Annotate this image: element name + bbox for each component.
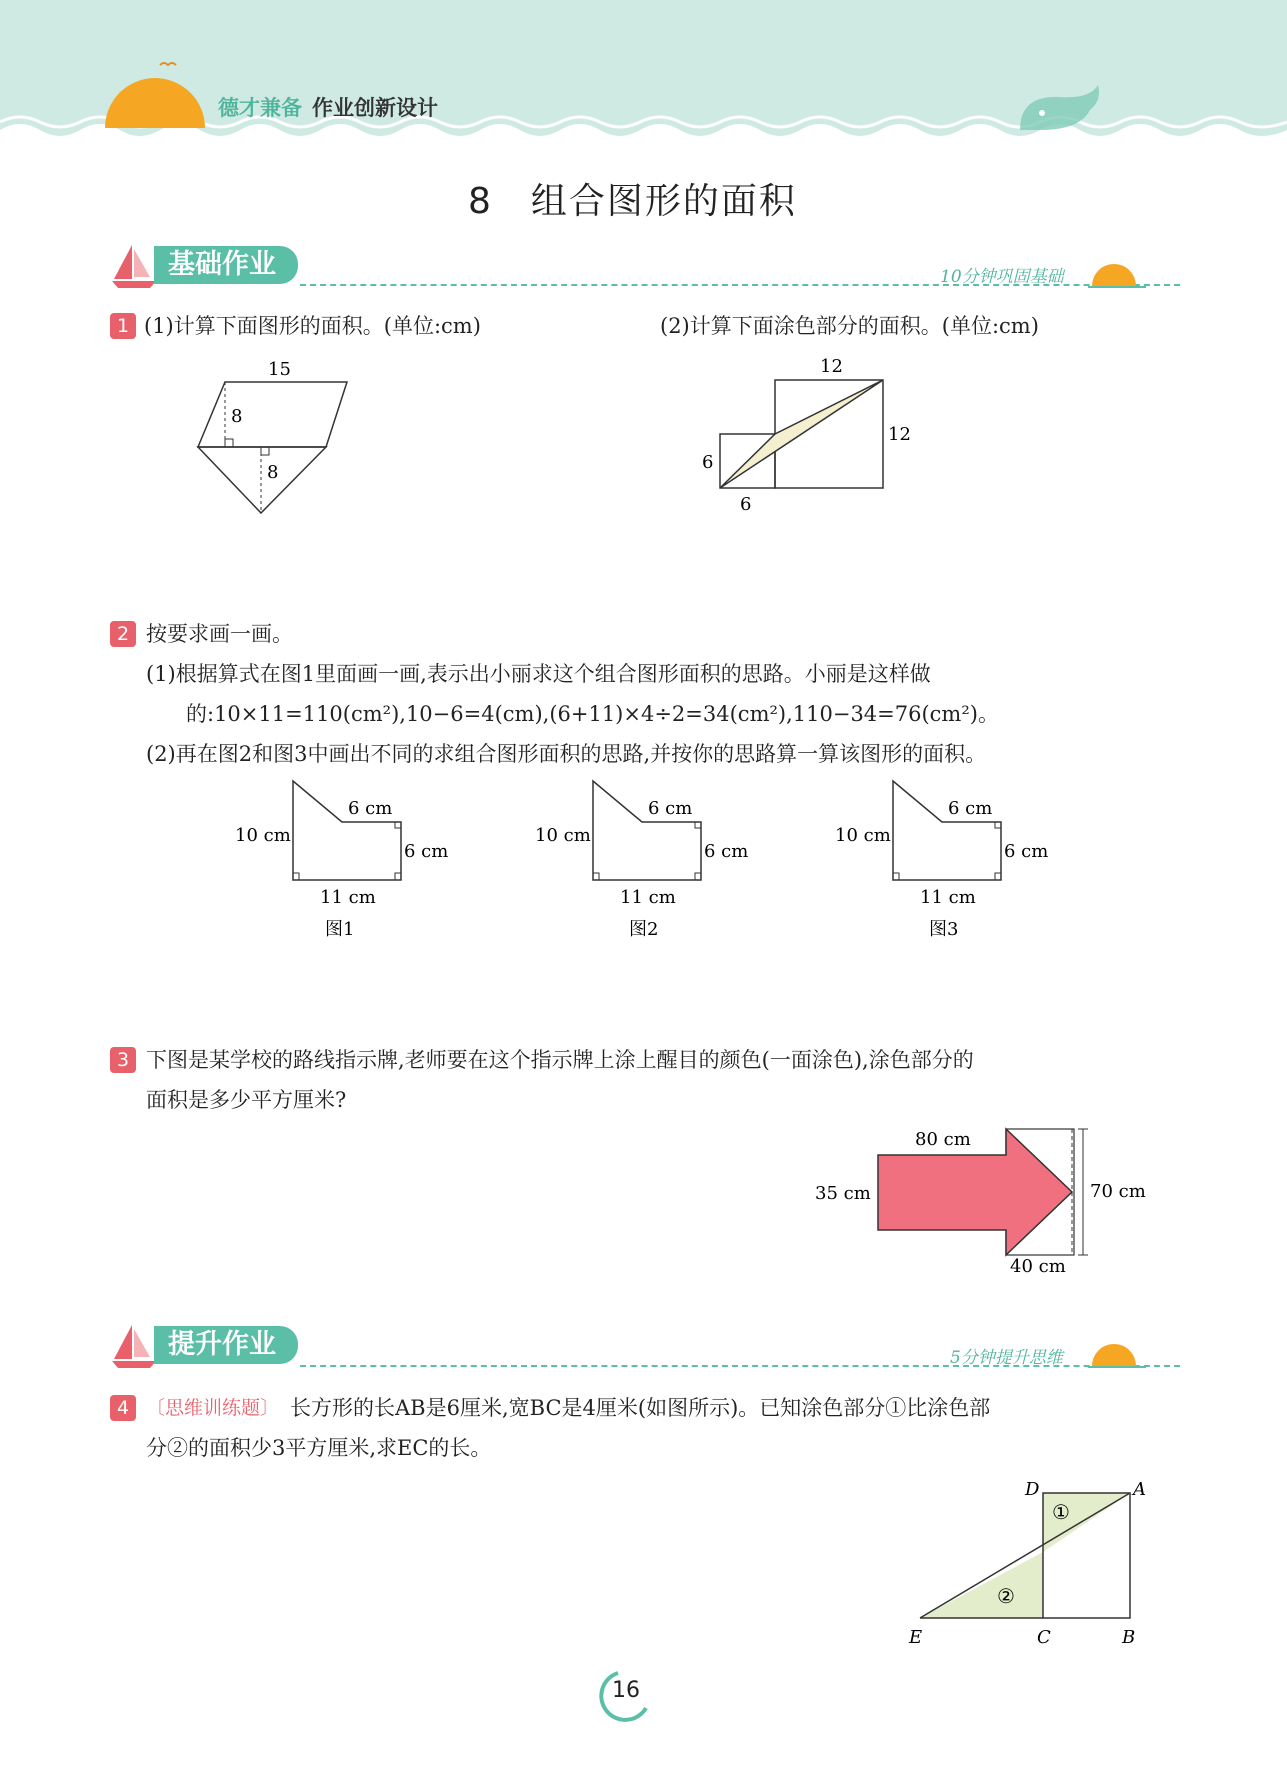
whale-icon (1010, 75, 1110, 135)
svg-text:10 cm: 10 cm (235, 825, 291, 846)
question-number: 4 (110, 1395, 136, 1421)
fig1-label-h1: 8 (231, 406, 243, 427)
page-number: 16 (612, 1678, 640, 1703)
figure-caption: 图1 (325, 919, 355, 940)
q3-line2: 面积是多少平方厘米? (146, 1088, 347, 1112)
sailboat-icon (110, 243, 158, 289)
fig1-label-h2: 8 (267, 462, 279, 483)
fig2-label-left: 6 (702, 452, 714, 473)
svg-text:6 cm: 6 cm (1004, 841, 1049, 862)
sun-small-icon (1088, 1334, 1148, 1370)
svg-text:10 cm: 10 cm (535, 825, 591, 846)
q4-figure (895, 1475, 1155, 1655)
q1-figure-trapezoid (190, 350, 370, 520)
svg-text:10 cm: 10 cm (835, 825, 891, 846)
q3-line1: 下图是某学校的路线指示牌,老师要在这个指示牌上涂上醒目的颜色(一面涂色),涂色部分的 (146, 1048, 974, 1072)
q1-figure-squares (690, 350, 930, 520)
svg-text:80 cm: 80 cm (915, 1129, 971, 1150)
sun-icon (100, 60, 210, 130)
svg-text:70 cm: 70 cm (1090, 1181, 1146, 1202)
fig2-label-top: 12 (820, 356, 843, 377)
q4-line2: 分②的面积少3平方厘米,求EC的长。 (146, 1436, 492, 1460)
q2-title: 按要求画一画。 (146, 622, 293, 646)
fig2-label-right: 12 (888, 424, 911, 445)
figure-caption: 图3 (929, 919, 959, 940)
q2-figure-2 (525, 775, 755, 945)
question-number: 3 (110, 1047, 136, 1073)
page-title: 8 组合图形的面积 (468, 181, 797, 222)
svg-text:D: D (1025, 1479, 1040, 1500)
fig1-label-top: 15 (268, 359, 291, 380)
svg-text:6 cm: 6 cm (348, 798, 393, 819)
fig2-label-bottom: 6 (740, 494, 752, 515)
svg-text:6 cm: 6 cm (404, 841, 449, 862)
section-hint-basic: 10分钟巩固基础 (940, 267, 1064, 287)
svg-text:11 cm: 11 cm (620, 887, 676, 908)
section-label-basic: 基础作业 (154, 246, 298, 284)
svg-text:6 cm: 6 cm (648, 798, 693, 819)
svg-text:40 cm: 40 cm (1010, 1256, 1066, 1277)
question-number: 1 (110, 313, 136, 339)
svg-text:C: C (1037, 1627, 1051, 1648)
q4-line1: 长方形的长AB是6厘米,宽BC是4厘米(如图所示)。已知涂色部分①比涂色部 (290, 1396, 991, 1420)
brand-dark: 作业创新设计 (312, 96, 438, 120)
q2-line1: (1)根据算式在图1里面画一画,表示出小丽求这个组合图形面积的思路。小丽是这样做 (146, 662, 931, 686)
svg-text:35 cm: 35 cm (815, 1183, 871, 1204)
sun-small-icon (1088, 254, 1148, 290)
question-number: 2 (110, 621, 136, 647)
svg-text:A: A (1133, 1479, 1146, 1500)
svg-text:6 cm: 6 cm (948, 798, 993, 819)
svg-text:11 cm: 11 cm (920, 887, 976, 908)
svg-text:①: ① (1052, 1500, 1070, 1524)
sailboat-icon (110, 1323, 158, 1369)
q3-arrow-sign (810, 1120, 1150, 1280)
figure-caption: 图2 (629, 919, 659, 940)
q2-figure-1 (225, 775, 455, 945)
q1-part1: (1)计算下面图形的面积。(单位:cm) (144, 314, 481, 338)
section-hint-advanced: 5分钟提升思维 (950, 1348, 1063, 1368)
q4-tag: 〔思维训练题〕 (146, 1397, 280, 1419)
svg-text:②: ② (997, 1584, 1015, 1608)
q2-line2: 的:10×11=110(cm²),10−6=4(cm),(6+11)×4÷2=34(cm²),110−34=76(cm²)。 (186, 702, 999, 726)
section-label-advanced: 提升作业 (154, 1326, 298, 1364)
q2-line3: (2)再在图2和图3中画出不同的求组合图形面积的思路,并按你的思路算一算该图形的面积。 (146, 742, 987, 766)
svg-text:B: B (1122, 1627, 1136, 1648)
svg-text:11 cm: 11 cm (320, 887, 376, 908)
svg-text:6 cm: 6 cm (704, 841, 749, 862)
q2-figure-3 (825, 775, 1055, 945)
q1-part2: (2)计算下面涂色部分的面积。(单位:cm) (660, 314, 1039, 338)
svg-text:E: E (909, 1627, 923, 1648)
brand-green: 德才兼备 (218, 96, 302, 120)
